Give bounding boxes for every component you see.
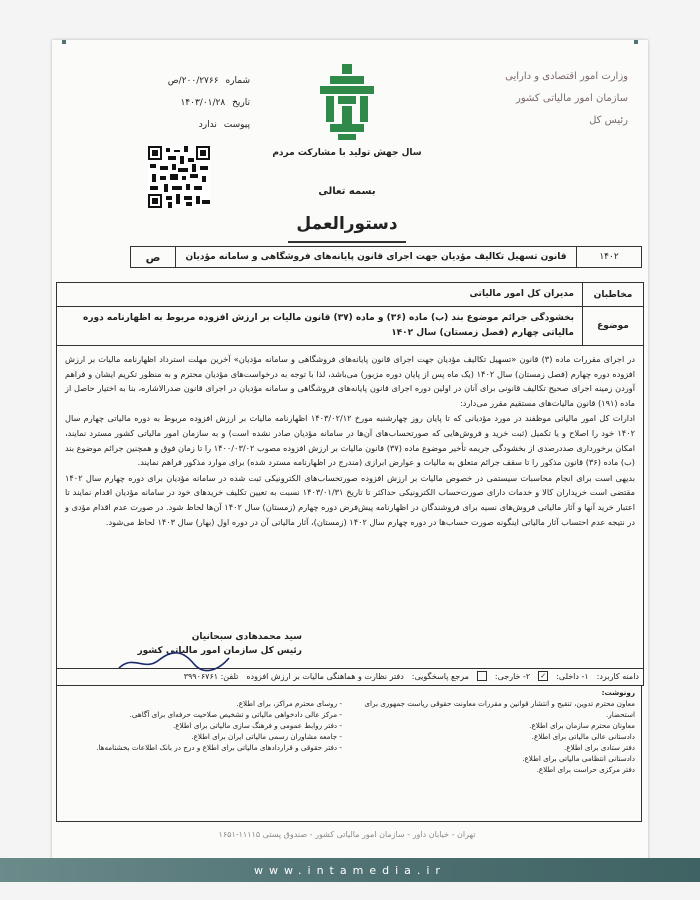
qr-code: [148, 146, 210, 208]
document-body: [57, 346, 643, 529]
reference-description: قانون تسهیل تکالیف مؤدیان جهت اجرای قانون پایانه‌های فروشگاهی و سامانه مؤدیان: [175, 247, 576, 267]
ministry-header: [478, 66, 628, 132]
addressee-row: [57, 283, 643, 307]
recipient-line: - روسای محترم مراکز، برای اطلاع.: [236, 699, 342, 708]
ministry-line-1: وزارت امور اقتصادی و دارایی: [505, 71, 628, 82]
reference-year: ۱۴۰۲: [576, 247, 641, 267]
number-value: ۲۰۰/۲۷۶۶/ص: [167, 76, 219, 86]
class-label: دامنه کاربرد:: [596, 671, 639, 681]
attachment-row: [100, 114, 250, 136]
recipient-line: - دفتر حقوقی و قراردادهای مالیاتی برای اطلاع و درج در بانک اطلاعات بخشنامه‌ها.: [96, 743, 342, 752]
signer-title: رئیس کل سازمان امور مالیاتی کشور: [137, 646, 302, 656]
number-row: [100, 70, 250, 92]
document-title: دستورالعمل: [296, 214, 398, 234]
subject-value: بخشودگی جرائم موضوع بند (ب) ماده (۳۶) و ماده (۳۷) قانون مالیات بر ارزش افزوده مربوط به اظهارنامه دوره مالیاتی چهارم (فصل زمستان) سال ۱۴۰۲: [83, 313, 574, 338]
internal-checkbox: ✓: [538, 671, 548, 681]
website-link[interactable]: www.intamedia.ir: [254, 863, 446, 877]
ministry-line-2: سازمان امور مالیاتی کشور: [516, 93, 628, 104]
recipients-right-column: [356, 698, 635, 775]
bismillah: بسمه تعالی: [318, 186, 376, 197]
body-paragraph-2: ادارات کل امور مالیاتی موظفند در مورد مؤدیانی که تا پایان روز چهارشنبه مورخ ۱۴۰۳/۰۲/۱۲ اظهارنامه مالیات بر ارزش افزوده مربوط به دوره مالیاتی چهارم سال ۱۴۰۲ خود را اصلاح و یا تکمیل (ثبت خرید و فروش‌هایی که صورتحساب‌های آن‌ها در سامانه مؤدیان صادر نشده است) و به سازمان امور مالیاتی کشور مسترد نمایند، امکان برخورداری صددرصدی از بخشودگی جریمه تأخیر موضوع ماده (۳۷) قانون مالیات بر ارزش افزوده مصوب ۱۴۰۰/۰۳/۰۲ را تا زمان فوق و همچنین جرائم موضوع بند (ب) ماده (۳۶) قانون مذکور را تا سقف جرائم متعلق به مالیات و عوارض ابرازی (مندرج در اظهارنامه مسترد شده) برای موارد مذکور فراهم نمایند.: [65, 413, 635, 468]
footer-address: تهران - خیابان داور - سازمان امور مالیاتی کشور - صندوق پستی ۱۱۱۱۵-۱۶۵۱: [218, 830, 476, 839]
recipients-left-column: [63, 698, 342, 775]
organization-logo: [312, 62, 382, 142]
recipient-line: - دفتر روابط عمومی و فرهنگ سازی مالیاتی برای اطلاع.: [172, 721, 342, 730]
external-label: ۲- خارجی:: [494, 671, 531, 681]
recipient-line: معاون محترم تدوین، تنقیح و انتشار قوانین و مقررات معاونت حقوقی ریاست جمهوری برای استحضار.: [364, 699, 635, 719]
attachment-label: پیوست: [223, 120, 250, 130]
main-content-box: [56, 282, 644, 669]
date-label: تاریخ: [232, 98, 250, 108]
document-page: [52, 40, 648, 880]
recipient-line: - جامعه مشاوران رسمی مالیاتی ایران برای اطلاع.: [191, 732, 342, 741]
body-paragraph-3: بدیهی است برای انجام محاسبات سیستمی در خصوص مالیات بر ارزش افزوده صورتحساب‌های الکترونیکی ثبت شده در سامانه مؤدیان برای دوره چهارم سال ۱۴۰۲ مقتضی است خریداران کالا و خدمات دارای صورت‌حساب الکترونیکی حداکثر تا تاریخ ۱۴۰۳/۰۱/۳۱ نسبت به تعیین تکلیف خریدهای خود در سامانه مؤدیان اقدام نمایند تا اعتبار خرید آنها و آثار مالیاتی فروش‌های نسیه برای فروشندگان در اظهارنامه پیش‌فرض دوره چهارم (زمستان) سال ۱۴۰۲ آن‌ها لحاظ شود. در صورت عدم اقدام مؤدی و در نتیجه عدم احتساب آثار مالیاتی اینگونه صورت حساب‌ها در دوره چهارم سال ۱۴۰۲ (زمستان)، آثار مالیاتی آن در دوره اول (بهار) سال ۱۴۰۳ لحاظ می‌شود.: [65, 472, 636, 527]
subject-row: [57, 307, 643, 346]
recipients-box: [56, 685, 642, 822]
external-checkbox: [477, 671, 487, 681]
date-row: [100, 92, 250, 114]
distribution-row: [56, 667, 644, 686]
letter-metadata: [100, 70, 250, 136]
number-label: شماره: [225, 76, 250, 86]
recipient-line: دادستانی عالی مالیاتی برای اطلاع.: [531, 732, 635, 741]
recipient-line: - مرکز عالی دادخواهی مالیاتی و تشخیص صلاحیت حرفه‌ای برای آگاهی.: [129, 710, 342, 719]
internal-label: ۱- داخلی:: [556, 671, 589, 681]
recipient-line: دفتر ستادی برای اطلاع.: [563, 743, 635, 752]
recipients-heading: رونوشت:: [601, 688, 635, 697]
date-value: ۱۴۰۳/۰۱/۲۸: [180, 98, 226, 108]
attachment-value: ندارد: [198, 120, 217, 130]
reference-code: ص: [145, 250, 161, 264]
corner-dot: [62, 40, 66, 44]
signer-name: سید محمدهادی سبحانیان: [191, 632, 302, 642]
corner-dot: [634, 40, 638, 44]
year-slogan: سال جهش تولید با مشارکت مردم: [272, 148, 422, 158]
reference-label: مرجع پاسخگویی:: [411, 671, 469, 681]
footer-bar: [0, 858, 700, 882]
recipient-line: دادستانی انتظامی مالیاتی برای اطلاع.: [522, 754, 635, 763]
body-paragraph-1: در اجرای مقررات ماده (۳) قانون «تسهیل تکالیف مؤدیان جهت اجرای قانون پایانه‌های فروشگاهی و سامانه مؤدیان» آخرین مهلت استرداد اظهارنامه مالیات بر ارزش افزوده دوره چهارم (فصل زمستان) سال ۱۴۰۲ (یک ماه پس از پایان دوره مزبور) می‌باشد، لذا با توجه به درخواست‌های مؤدیان محترم و به منظور تکریم ایشان و فراهم آوردن زمینه اجرای صحیح تکالیف قانونی برای آنان در اولین دوره اجرای قانون پایانه‌های فروشگاهی و سامانه مؤدیان در اجرای قانون صدرالاشاره، بنا به اختیار حاصل از ماده (۱۹۱) قانون مالیات‌های مستقیم مقرر می‌دارد:: [65, 354, 635, 408]
phone: تلفن: ۳۹۹۰۶۷۶۱: [183, 671, 239, 681]
recipient-line: دفتر مرکزی حراست برای اطلاع.: [536, 765, 635, 774]
addressee-label: مخاطبان: [582, 283, 643, 306]
subject-label: موضوع: [582, 307, 643, 345]
addressee-value: مدیران کل امور مالیاتی: [469, 289, 574, 299]
reference-value: دفتر نظارت و هماهنگی مالیات بر ارزش افزوده: [246, 671, 404, 681]
ministry-line-3: رئیس کل: [589, 115, 628, 126]
title-underline: [288, 241, 406, 243]
reference-row: [130, 246, 642, 268]
recipient-line: معاونان محترم سازمان برای اطلاع.: [529, 721, 635, 730]
